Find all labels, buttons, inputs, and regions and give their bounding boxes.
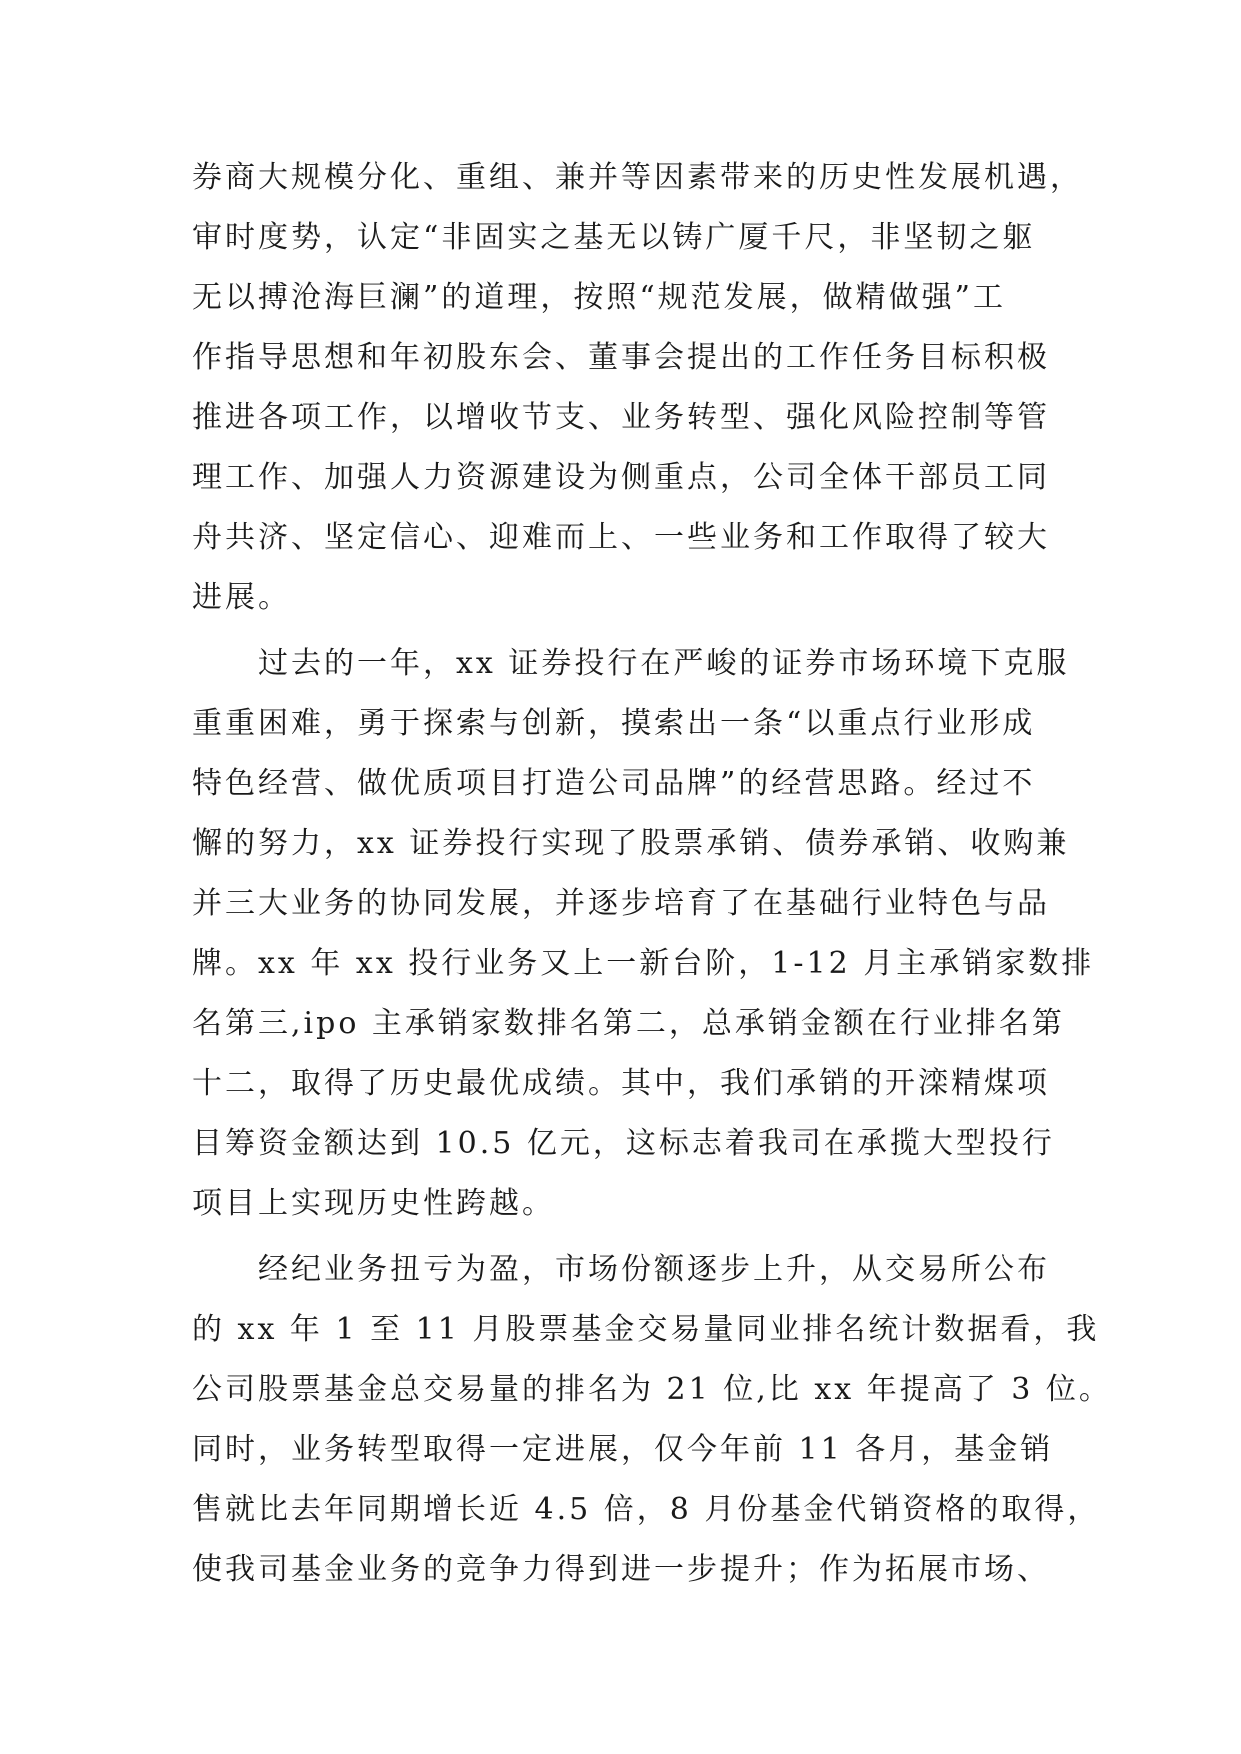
text-line: 售就比去年同期增长近 4.5 倍，8 月份基金代销资格的取得， [192, 1492, 1101, 1527]
text-line: 进展。 [192, 580, 291, 615]
paragraph-1 [192, 148, 1083, 628]
text-line: 无以搏沧海巨澜”的道理，按照“规范发展，做精做强”工 [192, 280, 1007, 315]
text-line: 作指导思想和年初股东会、董事会提出的工作任务目标积极 [192, 340, 1050, 375]
text-line: 舟共济、坚定信心、迎难而上、一些业务和工作取得了较大 [192, 520, 1050, 555]
text-line: 券商大规模分化、重组、兼并等因素带来的历史性发展机遇， [192, 160, 1083, 195]
text-line: 项目上实现历史性跨越。 [192, 1186, 555, 1221]
text-line: 重重困难，勇于探索与创新，摸索出一条“以重点行业形成 [192, 706, 1036, 741]
text-line: 同时，业务转型取得一定进展，仅今年前 11 各月，基金销 [192, 1432, 1054, 1467]
text-line: 推进各项工作，以增收节支、业务转型、强化风险控制等管 [192, 400, 1050, 435]
text-line: 理工作、加强人力资源建设为侧重点，公司全体干部员工同 [192, 460, 1050, 495]
paragraph-3 [192, 1240, 1112, 1600]
text-line: 并三大业务的协同发展，并逐步培育了在基础行业特色与品 [192, 886, 1050, 921]
text-line: 目筹资金额达到 10.5 亿元，这标志着我司在承揽大型投行 [192, 1126, 1055, 1161]
text-line: 特色经营、做优质项目打造公司品牌”的经营思路。经过不 [192, 766, 1036, 801]
text-line: 经纪业务扭亏为盈，市场份额逐步上升，从交易所公布 [192, 1252, 1050, 1287]
text-line: 公司股票基金总交易量的排名为 21 位,比 xx 年提高了 3 位。 [192, 1372, 1112, 1407]
text-line: 十二，取得了历史最优成绩。其中，我们承销的开滦精煤项 [192, 1066, 1050, 1101]
text-line: 审时度势，认定“非固实之基无以铸广厦千尺，非坚韧之躯 [192, 220, 1036, 255]
text-line: 牌。xx 年 xx 投行业务又上一新台阶，1-12 月主承销家数排 [192, 946, 1095, 981]
text-line: 名第三,ipo 主承销家数排名第二，总承销金额在行业排名第 [192, 1006, 1065, 1041]
body-text [192, 148, 1112, 1600]
text-line: 懈的努力，xx 证券投行实现了股票承销、债券承销、收购兼 [192, 826, 1070, 861]
text-line: 使我司基金业务的竞争力得到进一步提升；作为拓展市场、 [192, 1552, 1050, 1587]
text-line: 过去的一年，xx 证券投行在严峻的证券市场环境下克服 [192, 646, 1070, 681]
paragraph-2 [192, 634, 1095, 1234]
text-line: 的 xx 年 1 至 11 月股票基金交易量同业排名统计数据看，我 [192, 1312, 1100, 1347]
